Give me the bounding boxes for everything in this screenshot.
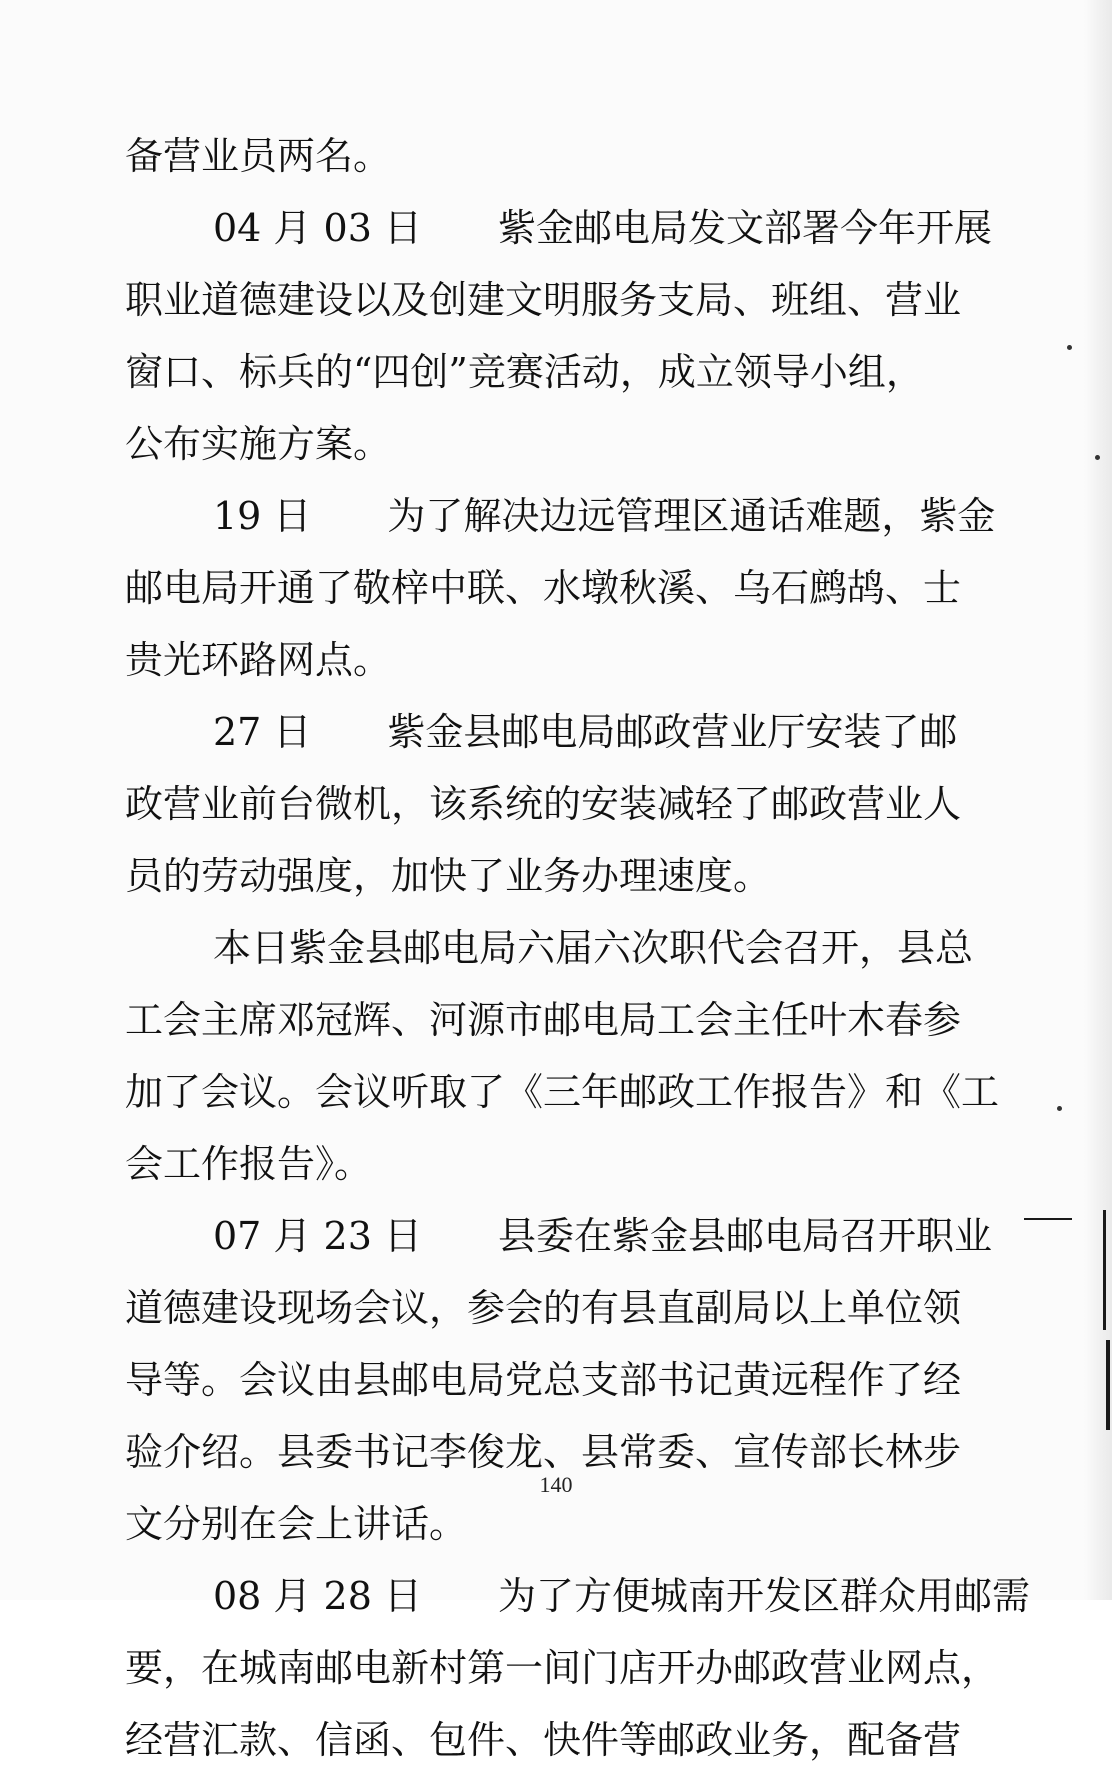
text-line: 本日紫金县邮电局六届六次职代会召开，县总 [213, 926, 974, 970]
text-line: 窗口、标兵的“四创”竞赛活动，成立领导小组， [125, 350, 924, 394]
text-line: 会工作报告》。 [125, 1142, 373, 1186]
page-number: 140 [539, 1472, 573, 1497]
scan-speck [1067, 345, 1072, 350]
text-line: 27 日 紫金县邮电局邮政营业厅安装了邮 [213, 710, 958, 754]
text-line: 19 日 为了解决边远管理区通话难题，紫金 [213, 494, 996, 538]
text-line: 导等。会议由县邮电局党总支部书记黄远程作了经 [125, 1358, 962, 1402]
text-line: 贵光环路网点。 [125, 638, 392, 682]
text-line: 备营业员两名。 [125, 134, 392, 178]
scan-speck [1057, 1106, 1062, 1111]
text-line: 职业道德建设以及创建文明服务支局、班组、营业 [125, 278, 962, 322]
text-line: 道德建设现场会议，参会的有县直副局以上单位领 [125, 1286, 962, 1330]
body-text [125, 120, 1030, 1776]
text-line: 公布实施方案。 [125, 422, 392, 466]
text-line: 加了会议。会议听取了《三年邮政工作报告》和《工 [125, 1070, 1000, 1114]
text-line: 要，在城南邮电新村第一间门店开办邮政营业网点， [125, 1646, 1000, 1690]
text-line: 经营汇款、信函、包件、快件等邮政业务，配备营 [125, 1718, 962, 1762]
scan-speck [1095, 455, 1100, 460]
scan-edge-mark [1024, 1218, 1072, 1220]
text-line: 工会主席邓冠辉、河源市邮电局工会主任叶木春参 [125, 998, 962, 1042]
text-line: 员的劳动强度，加快了业务办理速度。 [125, 854, 772, 898]
text-line: 邮电局开通了敬梓中联、水墩秋溪、乌石鹧鸪、士 [125, 566, 962, 610]
text-line: 政营业前台微机，该系统的安装减轻了邮政营业人 [125, 782, 962, 826]
scan-edge-mark [1106, 1340, 1110, 1430]
text-line: 验介绍。县委书记李俊龙、县常委、宣传部长林步 [125, 1430, 962, 1474]
text-line: 04 月 03 日 紫金邮电局发文部署今年开展 [213, 206, 992, 250]
text-line: 07 月 23 日 县委在紫金县邮电局召开职业 [213, 1214, 992, 1258]
scan-edge-mark [1103, 1210, 1106, 1330]
text-line: 文分别在会上讲话。 [125, 1502, 468, 1546]
text-line: 08 月 28 日 为了方便城南开发区群众用邮需 [213, 1574, 1030, 1618]
